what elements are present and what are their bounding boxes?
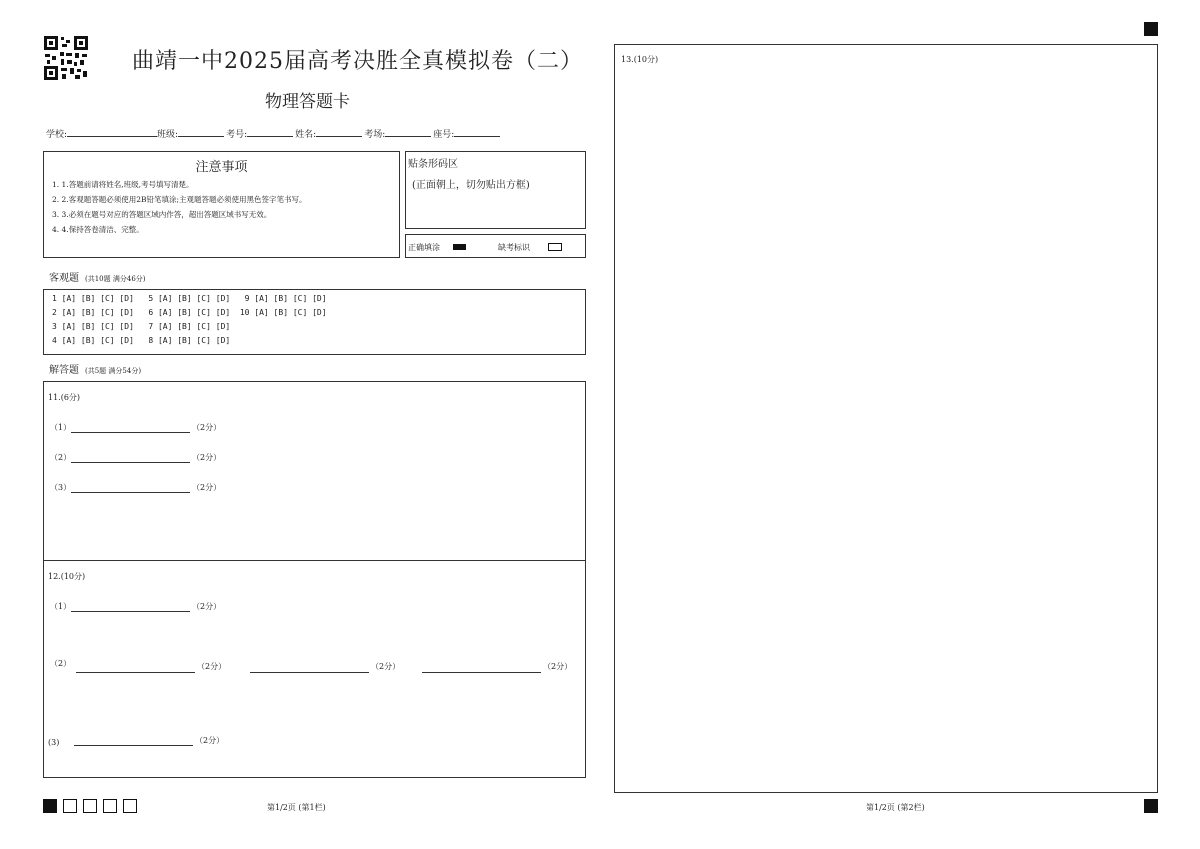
- notice-item: 3. 3.必须在题号对应的答题区域内作答，超出答题区域书写无效。: [52, 210, 272, 219]
- q12-part-1-points: （2分）: [192, 602, 222, 611]
- footer-marker-filled: [43, 799, 57, 813]
- subjective-section-label: [49, 361, 141, 376]
- class-field[interactable]: [178, 127, 224, 137]
- q12-answer-line-2b[interactable]: [250, 672, 369, 673]
- question-13-box[interactable]: [614, 44, 1158, 793]
- footer-page-right: 第1/2页 (第2栏): [866, 803, 925, 812]
- q12-answer-line-1[interactable]: [71, 611, 190, 612]
- choice-row[interactable]: 4 [A] [B] [C] [D] 8 [A] [B] [C] [D]: [52, 336, 231, 345]
- notice-item: 1. 1.答题前请将姓名,班级,考号填写清楚。: [52, 180, 194, 189]
- correct-fill-sample: [453, 244, 466, 250]
- info-label-school: 学校:: [46, 130, 68, 140]
- question-12-title: 12.(10分): [48, 572, 86, 581]
- q12-part-2-points-a: （2分）: [197, 662, 227, 671]
- q11-answer-line-1[interactable]: [71, 432, 190, 433]
- info-fields-row: [46, 127, 500, 140]
- q12-answer-line-2c[interactable]: [422, 672, 541, 673]
- footer-marker-empty: [63, 799, 77, 813]
- room-field[interactable]: [385, 127, 431, 137]
- seat-field[interactable]: [454, 127, 500, 137]
- page-subtitle: 物理答题卡: [265, 92, 350, 112]
- q11-points: （2分）: [192, 483, 222, 492]
- question-11-title: 11.(6分): [48, 393, 81, 402]
- q11-answer-line-3[interactable]: [71, 492, 190, 493]
- q12-part-2-label: （2）: [50, 659, 72, 668]
- footer-page-left: 第1/2页 (第1栏): [267, 803, 326, 812]
- notice-box: [43, 151, 400, 258]
- notice-item: 2. 2.客观题答题必须使用2B铅笔填涂;主观题答题必须使用黑色签字笔书写。: [52, 195, 307, 204]
- q11-answer-line-2[interactable]: [71, 462, 190, 463]
- footer-marker-empty: [103, 799, 117, 813]
- q12-part-2-points-b: （2分）: [371, 662, 401, 671]
- barcode-hint: (正面朝上，切勿贴出方框): [412, 180, 530, 191]
- notice-title: 注意事项: [195, 160, 248, 175]
- corner-marker-top-right: [1144, 22, 1158, 36]
- q11-points: （2分）: [192, 453, 222, 462]
- objective-info: (共10题 满分46分): [85, 275, 146, 283]
- marks-box: [405, 234, 586, 258]
- choice-row[interactable]: 1 [A] [B] [C] [D] 5 [A] [B] [C] [D] 9 [A] [B] [C] [D]: [52, 294, 327, 303]
- barcode-area: [405, 151, 586, 229]
- footer-marker-empty: [83, 799, 97, 813]
- objective-label: 客观题: [49, 273, 79, 284]
- correct-fill-label: 正确填涂: [408, 243, 440, 252]
- q12-part-1-label: （1）: [50, 602, 72, 611]
- subjective-info: (共5题 满分54分): [85, 367, 142, 375]
- info-label-seat: 座号:: [433, 130, 455, 140]
- q11-points: （2分）: [192, 423, 222, 432]
- info-label-class: 班级:: [157, 130, 179, 140]
- notice-item: 4. 4.保持答卷清洁、完整。: [52, 225, 144, 234]
- corner-marker-bottom-right: [1144, 799, 1158, 813]
- q11-part-label: （2）: [50, 453, 72, 462]
- q12-part-2-points-c: （2分）: [543, 662, 573, 671]
- barcode-title: 贴条形码区: [408, 159, 458, 170]
- question-12-box: [43, 560, 586, 778]
- info-label-exam-number: 考号:: [226, 130, 248, 140]
- footer-marker-empty: [123, 799, 137, 813]
- qr-code-icon: [44, 36, 88, 80]
- q12-answer-line-3[interactable]: [74, 745, 193, 746]
- objective-answer-box: [43, 289, 586, 355]
- choice-row[interactable]: 2 [A] [B] [C] [D] 6 [A] [B] [C] [D] 10 [A] [B] [C] [D]: [52, 308, 327, 317]
- school-field[interactable]: [67, 127, 157, 137]
- objective-section-label: [49, 269, 146, 284]
- page-title: 曲靖一中2025届高考决胜全真模拟卷（二）: [132, 49, 583, 74]
- q12-part-3-points: （2分）: [195, 736, 225, 745]
- q12-answer-line-2a[interactable]: [76, 672, 195, 673]
- q11-part-label: （3）: [50, 483, 72, 492]
- subjective-label: 解答题: [49, 365, 79, 376]
- question-13-title: 13.(10分): [621, 55, 659, 64]
- info-label-room: 考场:: [364, 130, 386, 140]
- absent-mark-checkbox[interactable]: [548, 243, 562, 251]
- q11-part-label: （1）: [50, 423, 72, 432]
- exam-number-field[interactable]: [247, 127, 293, 137]
- q12-part-3-label: (3): [48, 738, 60, 747]
- choice-row[interactable]: 3 [A] [B] [C] [D] 7 [A] [B] [C] [D]: [52, 322, 231, 331]
- name-field[interactable]: [316, 127, 362, 137]
- info-label-name: 姓名:: [295, 130, 317, 140]
- absent-mark-label: 缺考标识: [498, 243, 530, 252]
- question-11-box: [43, 381, 586, 561]
